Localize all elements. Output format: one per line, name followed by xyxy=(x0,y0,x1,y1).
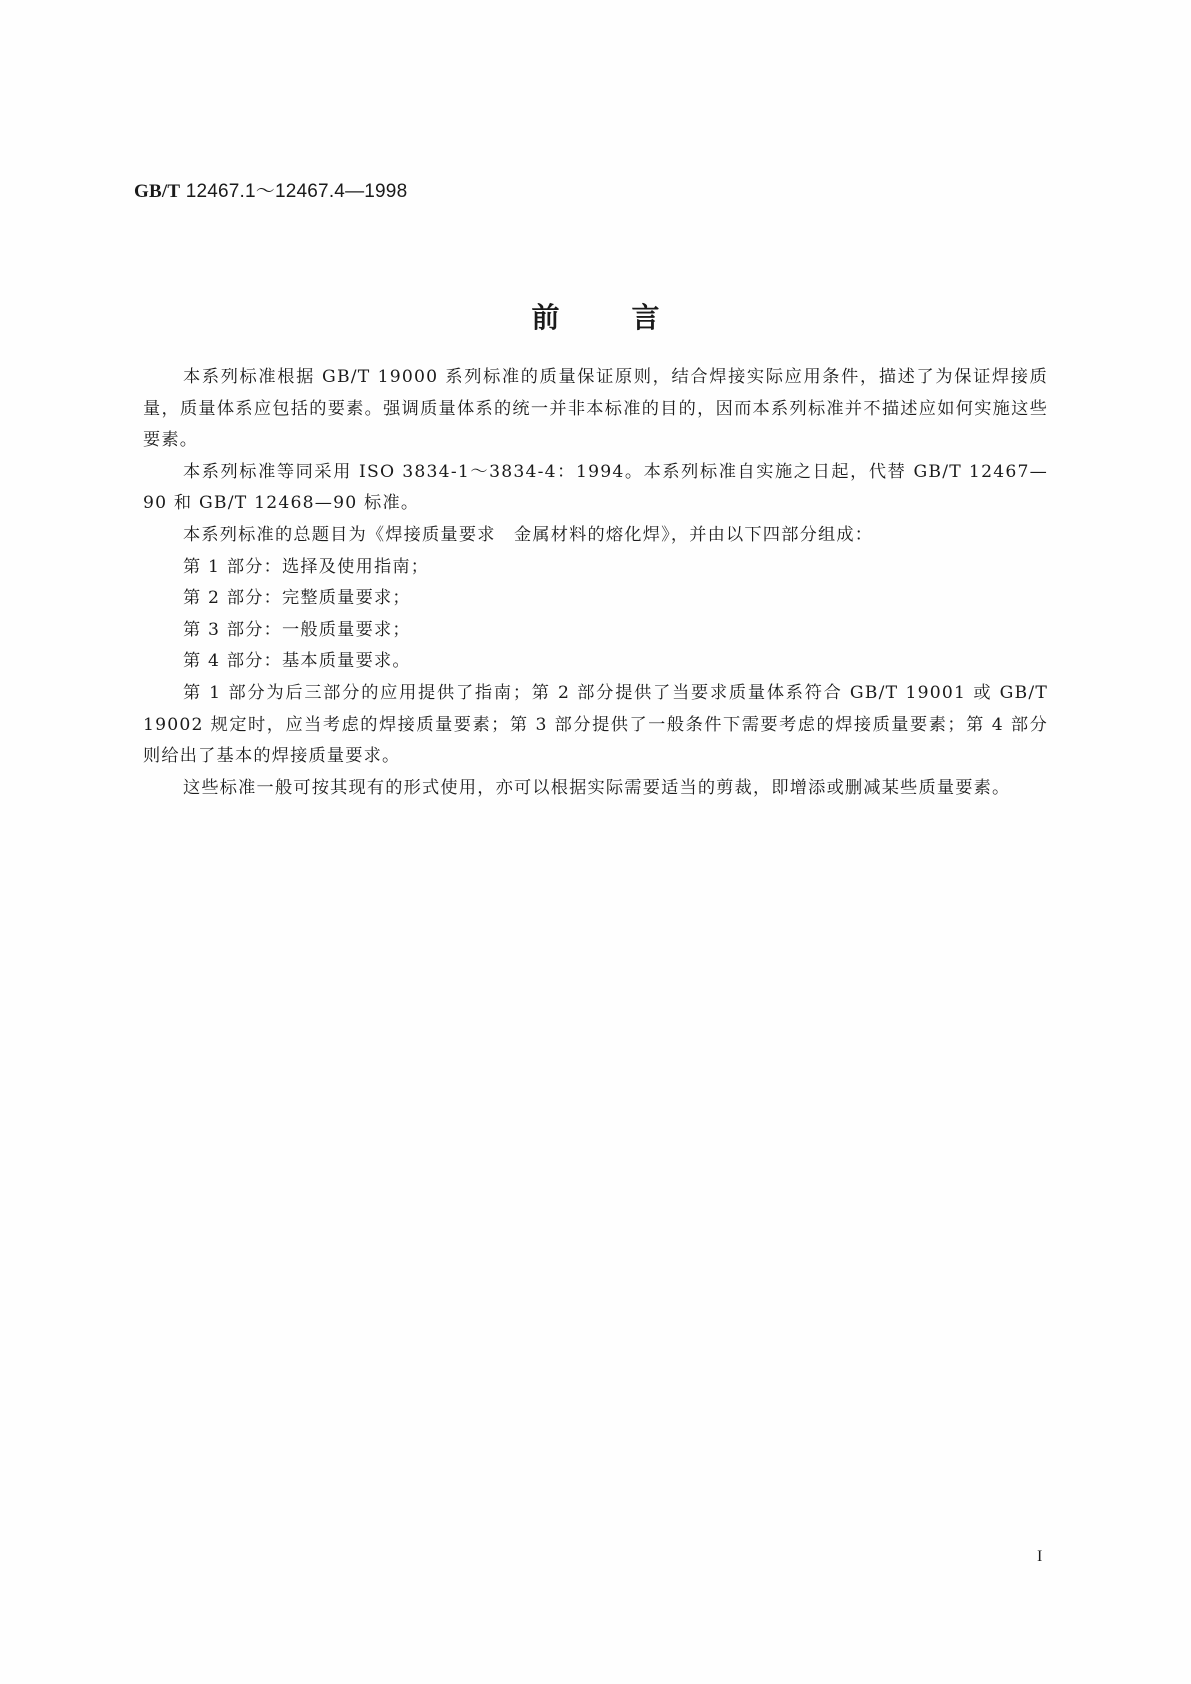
paragraph-title-intro: 本系列标准的总题目为《焊接质量要求 金属材料的熔化焊》，并由以下四部分组成： xyxy=(183,524,874,545)
paragraph-parts-description: 第 1 部分为后三部分的应用提供了指南；第 2 部分提供了当要求质量体系符合 GB/T 19001 或 GB/T 19002 规定时，应当考虑的焊接质量要素；第 3 部分提供了一般条件下需要考虑的焊接质量要素；第 4 部分则给出了基本的焊接质量要求。 xyxy=(143,682,1048,767)
paragraph-usage: 这些标准一般可按其现有的形式使用，亦可以根据实际需要适当的剪裁，即增添或删减某些质量要素。 xyxy=(183,777,1011,798)
standard-number-header xyxy=(134,176,407,203)
standard-number: 12467.1～12467.4—1998 xyxy=(185,181,408,202)
paragraph-equivalence: 本系列标准等同采用 ISO 3834-1～3834-4：1994。本系列标准自实施之日起，代替 GB/T 12467—90 和 GB/T 12468—90 标准。 xyxy=(143,461,1048,514)
page-number: I xyxy=(1037,1548,1043,1565)
paragraph-purpose: 本系列标准根据 GB/T 19000 系列标准的质量保证原则，结合焊接实际应用条件，描述了为保证焊接质量，质量体系应包括的要素。强调质量体系的统一并非本标准的目的，因而本系列标准并不描述应如何实施这些要素。 xyxy=(143,367,1048,451)
list-item-part-4: 第 4 部分：基本质量要求。 xyxy=(183,651,411,672)
foreword-body xyxy=(143,362,1048,804)
page-title: 前言 xyxy=(531,301,732,334)
list-item-part-1: 第 1 部分：选择及使用指南； xyxy=(183,556,430,577)
list-item-part-3: 第 3 部分：一般质量要求； xyxy=(183,619,411,640)
list-item-part-2: 第 2 部分：完整质量要求； xyxy=(183,588,411,609)
standard-prefix: GB/T xyxy=(134,181,181,202)
